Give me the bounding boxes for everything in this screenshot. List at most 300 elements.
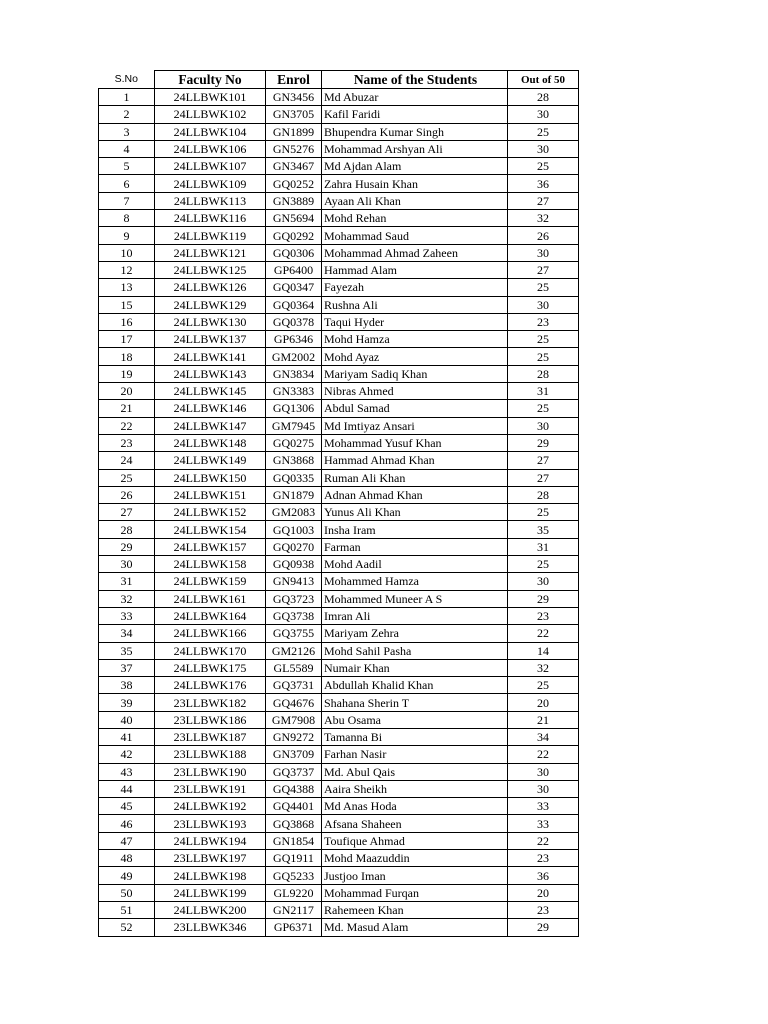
cell-faculty-no: 24LLBWK200 bbox=[155, 901, 266, 918]
cell-student-name: Aaira Sheikh bbox=[322, 780, 508, 797]
cell-sno: 6 bbox=[99, 175, 155, 192]
cell-score: 30 bbox=[508, 573, 579, 590]
cell-enrol: GQ3737 bbox=[266, 763, 322, 780]
cell-faculty-no: 24LLBWK106 bbox=[155, 140, 266, 157]
cell-student-name: Mohammad Arshyan Ali bbox=[322, 140, 508, 157]
table-row bbox=[99, 884, 579, 901]
cell-score: 25 bbox=[508, 556, 579, 573]
table-row bbox=[99, 261, 579, 278]
cell-faculty-no: 24LLBWK126 bbox=[155, 279, 266, 296]
table-row bbox=[99, 434, 579, 451]
table-row bbox=[99, 227, 579, 244]
cell-sno: 38 bbox=[99, 677, 155, 694]
cell-enrol: GN1899 bbox=[266, 123, 322, 140]
cell-sno: 22 bbox=[99, 417, 155, 434]
cell-faculty-no: 24LLBWK151 bbox=[155, 486, 266, 503]
cell-score: 25 bbox=[508, 158, 579, 175]
cell-faculty-no: 24LLBWK121 bbox=[155, 244, 266, 261]
cell-faculty-no: 24LLBWK154 bbox=[155, 521, 266, 538]
cell-student-name: Numair Khan bbox=[322, 659, 508, 676]
cell-student-name: Mohd Ayaz bbox=[322, 348, 508, 365]
cell-faculty-no: 24LLBWK149 bbox=[155, 452, 266, 469]
header-row bbox=[99, 71, 579, 89]
cell-score: 20 bbox=[508, 694, 579, 711]
cell-enrol: GM2126 bbox=[266, 642, 322, 659]
cell-faculty-no: 24LLBWK102 bbox=[155, 106, 266, 123]
cell-student-name: Mohammad Furqan bbox=[322, 884, 508, 901]
cell-sno: 5 bbox=[99, 158, 155, 175]
table-row bbox=[99, 296, 579, 313]
cell-student-name: Mohammad Ahmad Zaheen bbox=[322, 244, 508, 261]
cell-student-name: Md. Masud Alam bbox=[322, 919, 508, 936]
cell-score: 27 bbox=[508, 192, 579, 209]
cell-faculty-no: 24LLBWK164 bbox=[155, 607, 266, 624]
cell-enrol: GN3705 bbox=[266, 106, 322, 123]
cell-score: 25 bbox=[508, 123, 579, 140]
cell-sno: 41 bbox=[99, 728, 155, 745]
cell-student-name: Ruman Ali Khan bbox=[322, 469, 508, 486]
cell-sno: 13 bbox=[99, 279, 155, 296]
cell-sno: 9 bbox=[99, 227, 155, 244]
cell-score: 26 bbox=[508, 227, 579, 244]
table-row bbox=[99, 417, 579, 434]
cell-score: 36 bbox=[508, 175, 579, 192]
cell-score: 29 bbox=[508, 590, 579, 607]
cell-sno: 28 bbox=[99, 521, 155, 538]
cell-sno: 33 bbox=[99, 607, 155, 624]
cell-enrol: GP6346 bbox=[266, 331, 322, 348]
table-row bbox=[99, 244, 579, 261]
table-row bbox=[99, 867, 579, 884]
cell-sno: 27 bbox=[99, 504, 155, 521]
cell-score: 27 bbox=[508, 261, 579, 278]
cell-enrol: GM2083 bbox=[266, 504, 322, 521]
cell-sno: 1 bbox=[99, 89, 155, 106]
table-row bbox=[99, 694, 579, 711]
cell-student-name: Fayezah bbox=[322, 279, 508, 296]
cell-sno: 4 bbox=[99, 140, 155, 157]
table-body bbox=[99, 89, 579, 937]
cell-sno: 17 bbox=[99, 331, 155, 348]
cell-sno: 20 bbox=[99, 383, 155, 400]
cell-score: 30 bbox=[508, 244, 579, 261]
table-row bbox=[99, 452, 579, 469]
cell-enrol: GM2002 bbox=[266, 348, 322, 365]
cell-enrol: GN1879 bbox=[266, 486, 322, 503]
cell-score: 25 bbox=[508, 331, 579, 348]
table-row bbox=[99, 538, 579, 555]
cell-enrol: GN2117 bbox=[266, 901, 322, 918]
cell-score: 28 bbox=[508, 486, 579, 503]
cell-score: 31 bbox=[508, 383, 579, 400]
cell-sno: 46 bbox=[99, 815, 155, 832]
cell-student-name: Mohd Hamza bbox=[322, 331, 508, 348]
cell-sno: 26 bbox=[99, 486, 155, 503]
table-row bbox=[99, 106, 579, 123]
cell-sno: 8 bbox=[99, 210, 155, 227]
table-row bbox=[99, 919, 579, 936]
cell-student-name: Md Ajdan Alam bbox=[322, 158, 508, 175]
cell-sno: 21 bbox=[99, 400, 155, 417]
cell-enrol: GL9220 bbox=[266, 884, 322, 901]
cell-enrol: GQ1911 bbox=[266, 850, 322, 867]
cell-score: 27 bbox=[508, 469, 579, 486]
cell-sno: 18 bbox=[99, 348, 155, 365]
cell-sno: 37 bbox=[99, 659, 155, 676]
marks-table bbox=[98, 70, 579, 937]
table-row bbox=[99, 798, 579, 815]
cell-score: 30 bbox=[508, 106, 579, 123]
cell-enrol: GN3868 bbox=[266, 452, 322, 469]
cell-score: 25 bbox=[508, 279, 579, 296]
table-row bbox=[99, 504, 579, 521]
cell-enrol: GM7908 bbox=[266, 711, 322, 728]
cell-score: 23 bbox=[508, 607, 579, 624]
cell-faculty-no: 24LLBWK192 bbox=[155, 798, 266, 815]
cell-score: 22 bbox=[508, 832, 579, 849]
cell-score: 33 bbox=[508, 798, 579, 815]
cell-faculty-no: 23LLBWK186 bbox=[155, 711, 266, 728]
cell-faculty-no: 24LLBWK145 bbox=[155, 383, 266, 400]
table-row bbox=[99, 780, 579, 797]
cell-sno: 3 bbox=[99, 123, 155, 140]
cell-student-name: Hammad Ahmad Khan bbox=[322, 452, 508, 469]
cell-faculty-no: 23LLBWK190 bbox=[155, 763, 266, 780]
cell-sno: 40 bbox=[99, 711, 155, 728]
cell-enrol: GQ3738 bbox=[266, 607, 322, 624]
cell-enrol: GN5694 bbox=[266, 210, 322, 227]
cell-enrol: GQ1306 bbox=[266, 400, 322, 417]
cell-enrol: GQ3723 bbox=[266, 590, 322, 607]
cell-student-name: Md Abuzar bbox=[322, 89, 508, 106]
cell-score: 32 bbox=[508, 659, 579, 676]
cell-score: 35 bbox=[508, 521, 579, 538]
table-row bbox=[99, 175, 579, 192]
cell-sno: 10 bbox=[99, 244, 155, 261]
cell-score: 29 bbox=[508, 434, 579, 451]
cell-sno: 32 bbox=[99, 590, 155, 607]
cell-enrol: GQ5233 bbox=[266, 867, 322, 884]
cell-score: 30 bbox=[508, 140, 579, 157]
cell-student-name: Toufique Ahmad bbox=[322, 832, 508, 849]
table-row bbox=[99, 607, 579, 624]
cell-score: 30 bbox=[508, 417, 579, 434]
cell-faculty-no: 24LLBWK119 bbox=[155, 227, 266, 244]
table-row bbox=[99, 659, 579, 676]
cell-faculty-no: 24LLBWK116 bbox=[155, 210, 266, 227]
cell-faculty-no: 24LLBWK129 bbox=[155, 296, 266, 313]
cell-faculty-no: 24LLBWK130 bbox=[155, 313, 266, 330]
table-row bbox=[99, 746, 579, 763]
cell-faculty-no: 23LLBWK182 bbox=[155, 694, 266, 711]
table-row bbox=[99, 400, 579, 417]
cell-faculty-no: 24LLBWK146 bbox=[155, 400, 266, 417]
cell-enrol: GN3467 bbox=[266, 158, 322, 175]
table-row bbox=[99, 815, 579, 832]
cell-sno: 44 bbox=[99, 780, 155, 797]
cell-faculty-no: 24LLBWK125 bbox=[155, 261, 266, 278]
cell-score: 23 bbox=[508, 901, 579, 918]
cell-enrol: GN1854 bbox=[266, 832, 322, 849]
cell-sno: 2 bbox=[99, 106, 155, 123]
cell-faculty-no: 24LLBWK198 bbox=[155, 867, 266, 884]
cell-enrol: GQ3755 bbox=[266, 625, 322, 642]
cell-student-name: Farhan Nasir bbox=[322, 746, 508, 763]
table-row bbox=[99, 123, 579, 140]
cell-student-name: Mohammad Saud bbox=[322, 227, 508, 244]
table-row bbox=[99, 210, 579, 227]
cell-faculty-no: 24LLBWK161 bbox=[155, 590, 266, 607]
table-row bbox=[99, 365, 579, 382]
cell-student-name: Hammad Alam bbox=[322, 261, 508, 278]
cell-sno: 29 bbox=[99, 538, 155, 555]
cell-student-name: Kafil Faridi bbox=[322, 106, 508, 123]
cell-score: 25 bbox=[508, 400, 579, 417]
cell-score: 29 bbox=[508, 919, 579, 936]
cell-enrol: GQ0252 bbox=[266, 175, 322, 192]
cell-student-name: Zahra Husain Khan bbox=[322, 175, 508, 192]
table-row bbox=[99, 348, 579, 365]
cell-student-name: Md. Abul Qais bbox=[322, 763, 508, 780]
cell-score: 22 bbox=[508, 746, 579, 763]
cell-enrol: GN3889 bbox=[266, 192, 322, 209]
cell-score: 23 bbox=[508, 850, 579, 867]
cell-faculty-no: 24LLBWK157 bbox=[155, 538, 266, 555]
cell-sno: 51 bbox=[99, 901, 155, 918]
cell-enrol: GQ0347 bbox=[266, 279, 322, 296]
cell-faculty-no: 23LLBWK346 bbox=[155, 919, 266, 936]
table-row bbox=[99, 486, 579, 503]
cell-faculty-no: 24LLBWK104 bbox=[155, 123, 266, 140]
cell-student-name: Mohammed Hamza bbox=[322, 573, 508, 590]
cell-student-name: Mohd Rehan bbox=[322, 210, 508, 227]
cell-enrol: GN3834 bbox=[266, 365, 322, 382]
table-row bbox=[99, 313, 579, 330]
cell-faculty-no: 24LLBWK199 bbox=[155, 884, 266, 901]
cell-enrol: GQ0335 bbox=[266, 469, 322, 486]
cell-faculty-no: 24LLBWK107 bbox=[155, 158, 266, 175]
table-row bbox=[99, 89, 579, 106]
cell-sno: 43 bbox=[99, 763, 155, 780]
cell-enrol: GQ4676 bbox=[266, 694, 322, 711]
cell-sno: 16 bbox=[99, 313, 155, 330]
cell-student-name: Mohammed Muneer A S bbox=[322, 590, 508, 607]
cell-enrol: GQ0378 bbox=[266, 313, 322, 330]
cell-faculty-no: 24LLBWK143 bbox=[155, 365, 266, 382]
cell-enrol: GQ0275 bbox=[266, 434, 322, 451]
cell-faculty-no: 24LLBWK152 bbox=[155, 504, 266, 521]
cell-student-name: Rahemeen Khan bbox=[322, 901, 508, 918]
cell-score: 25 bbox=[508, 677, 579, 694]
table-row bbox=[99, 192, 579, 209]
cell-sno: 34 bbox=[99, 625, 155, 642]
cell-enrol: GQ0292 bbox=[266, 227, 322, 244]
cell-sno: 30 bbox=[99, 556, 155, 573]
cell-sno: 50 bbox=[99, 884, 155, 901]
cell-score: 28 bbox=[508, 365, 579, 382]
cell-student-name: Tamanna Bi bbox=[322, 728, 508, 745]
cell-faculty-no: 24LLBWK170 bbox=[155, 642, 266, 659]
cell-sno: 39 bbox=[99, 694, 155, 711]
table-row bbox=[99, 140, 579, 157]
header-sno: S.No bbox=[114, 73, 138, 86]
cell-student-name: Mohd Sahil Pasha bbox=[322, 642, 508, 659]
cell-enrol: GQ4401 bbox=[266, 798, 322, 815]
cell-enrol: GQ0364 bbox=[266, 296, 322, 313]
cell-sno: 12 bbox=[99, 261, 155, 278]
cell-sno: 19 bbox=[99, 365, 155, 382]
table-row bbox=[99, 469, 579, 486]
cell-faculty-no: 24LLBWK109 bbox=[155, 175, 266, 192]
cell-score: 32 bbox=[508, 210, 579, 227]
table-row bbox=[99, 383, 579, 400]
table-row bbox=[99, 763, 579, 780]
table-row bbox=[99, 728, 579, 745]
cell-enrol: GN3383 bbox=[266, 383, 322, 400]
cell-faculty-no: 24LLBWK194 bbox=[155, 832, 266, 849]
cell-sno: 49 bbox=[99, 867, 155, 884]
cell-score: 30 bbox=[508, 763, 579, 780]
header-student-name: Name of the Students bbox=[322, 71, 508, 89]
cell-student-name: Nibras Ahmed bbox=[322, 383, 508, 400]
cell-student-name: Afsana Shaheen bbox=[322, 815, 508, 832]
cell-enrol: GQ4388 bbox=[266, 780, 322, 797]
cell-enrol: GN5276 bbox=[266, 140, 322, 157]
cell-faculty-no: 23LLBWK191 bbox=[155, 780, 266, 797]
cell-sno: 31 bbox=[99, 573, 155, 590]
cell-sno: 35 bbox=[99, 642, 155, 659]
cell-enrol: GL5589 bbox=[266, 659, 322, 676]
cell-score: 36 bbox=[508, 867, 579, 884]
table-row bbox=[99, 573, 579, 590]
cell-score: 30 bbox=[508, 780, 579, 797]
cell-student-name: Mohd Aadil bbox=[322, 556, 508, 573]
cell-faculty-no: 24LLBWK101 bbox=[155, 89, 266, 106]
cell-student-name: Farman bbox=[322, 538, 508, 555]
cell-faculty-no: 24LLBWK158 bbox=[155, 556, 266, 573]
cell-sno: 23 bbox=[99, 434, 155, 451]
header-enrol: Enrol bbox=[266, 71, 322, 89]
cell-score: 33 bbox=[508, 815, 579, 832]
cell-enrol: GQ3868 bbox=[266, 815, 322, 832]
table-row bbox=[99, 331, 579, 348]
cell-student-name: Bhupendra Kumar Singh bbox=[322, 123, 508, 140]
cell-score: 30 bbox=[508, 296, 579, 313]
cell-enrol: GM7945 bbox=[266, 417, 322, 434]
cell-enrol: GQ0270 bbox=[266, 538, 322, 555]
cell-sno: 24 bbox=[99, 452, 155, 469]
cell-enrol: GP6400 bbox=[266, 261, 322, 278]
table-row bbox=[99, 677, 579, 694]
cell-enrol: GQ1003 bbox=[266, 521, 322, 538]
cell-student-name: Mariyam Zehra bbox=[322, 625, 508, 642]
cell-sno: 42 bbox=[99, 746, 155, 763]
cell-score: 25 bbox=[508, 504, 579, 521]
cell-enrol: GQ0938 bbox=[266, 556, 322, 573]
cell-student-name: Shahana Sherin T bbox=[322, 694, 508, 711]
cell-faculty-no: 24LLBWK176 bbox=[155, 677, 266, 694]
cell-enrol: GN3709 bbox=[266, 746, 322, 763]
cell-sno: 52 bbox=[99, 919, 155, 936]
cell-student-name: Mariyam Sadiq Khan bbox=[322, 365, 508, 382]
cell-sno: 48 bbox=[99, 850, 155, 867]
cell-student-name: Mohammad Yusuf Khan bbox=[322, 434, 508, 451]
cell-faculty-no: 23LLBWK197 bbox=[155, 850, 266, 867]
cell-faculty-no: 24LLBWK166 bbox=[155, 625, 266, 642]
cell-student-name: Mohd Maazuddin bbox=[322, 850, 508, 867]
cell-student-name: Abu Osama bbox=[322, 711, 508, 728]
table-row bbox=[99, 279, 579, 296]
cell-enrol: GN9413 bbox=[266, 573, 322, 590]
cell-faculty-no: 24LLBWK150 bbox=[155, 469, 266, 486]
cell-enrol: GP6371 bbox=[266, 919, 322, 936]
cell-enrol: GQ3731 bbox=[266, 677, 322, 694]
cell-faculty-no: 23LLBWK193 bbox=[155, 815, 266, 832]
cell-enrol: GQ0306 bbox=[266, 244, 322, 261]
cell-score: 25 bbox=[508, 348, 579, 365]
cell-enrol: GN3456 bbox=[266, 89, 322, 106]
cell-faculty-no: 24LLBWK113 bbox=[155, 192, 266, 209]
cell-student-name: Imran Ali bbox=[322, 607, 508, 624]
cell-student-name: Abdul Samad bbox=[322, 400, 508, 417]
cell-faculty-no: 24LLBWK148 bbox=[155, 434, 266, 451]
cell-sno: 45 bbox=[99, 798, 155, 815]
table-row bbox=[99, 556, 579, 573]
cell-score: 14 bbox=[508, 642, 579, 659]
table-row bbox=[99, 832, 579, 849]
cell-score: 27 bbox=[508, 452, 579, 469]
table-row bbox=[99, 642, 579, 659]
cell-student-name: Insha Iram bbox=[322, 521, 508, 538]
cell-sno: 15 bbox=[99, 296, 155, 313]
header-faculty-no: Faculty No bbox=[155, 71, 266, 89]
cell-enrol: GN9272 bbox=[266, 728, 322, 745]
cell-student-name: Yunus Ali Khan bbox=[322, 504, 508, 521]
cell-faculty-no: 24LLBWK147 bbox=[155, 417, 266, 434]
table-row bbox=[99, 158, 579, 175]
cell-faculty-no: 24LLBWK159 bbox=[155, 573, 266, 590]
cell-score: 34 bbox=[508, 728, 579, 745]
cell-faculty-no: 23LLBWK188 bbox=[155, 746, 266, 763]
cell-student-name: Taqui Hyder bbox=[322, 313, 508, 330]
cell-faculty-no: 24LLBWK175 bbox=[155, 659, 266, 676]
table-row bbox=[99, 590, 579, 607]
cell-student-name: Md Anas Hoda bbox=[322, 798, 508, 815]
table-row bbox=[99, 850, 579, 867]
cell-student-name: Rushna Ali bbox=[322, 296, 508, 313]
cell-sno: 47 bbox=[99, 832, 155, 849]
cell-student-name: Adnan Ahmad Khan bbox=[322, 486, 508, 503]
cell-student-name: Md Imtiyaz Ansari bbox=[322, 417, 508, 434]
table-row bbox=[99, 711, 579, 728]
cell-score: 28 bbox=[508, 89, 579, 106]
cell-sno: 25 bbox=[99, 469, 155, 486]
table-row bbox=[99, 625, 579, 642]
header-score: Out of 50 bbox=[508, 71, 579, 89]
cell-faculty-no: 24LLBWK137 bbox=[155, 331, 266, 348]
cell-student-name: Ayaan Ali Khan bbox=[322, 192, 508, 209]
cell-student-name: Abdullah Khalid Khan bbox=[322, 677, 508, 694]
table-row bbox=[99, 901, 579, 918]
cell-student-name: Justjoo Iman bbox=[322, 867, 508, 884]
cell-score: 22 bbox=[508, 625, 579, 642]
cell-sno: 7 bbox=[99, 192, 155, 209]
cell-faculty-no: 24LLBWK141 bbox=[155, 348, 266, 365]
table-row bbox=[99, 521, 579, 538]
cell-score: 21 bbox=[508, 711, 579, 728]
cell-score: 31 bbox=[508, 538, 579, 555]
cell-score: 23 bbox=[508, 313, 579, 330]
